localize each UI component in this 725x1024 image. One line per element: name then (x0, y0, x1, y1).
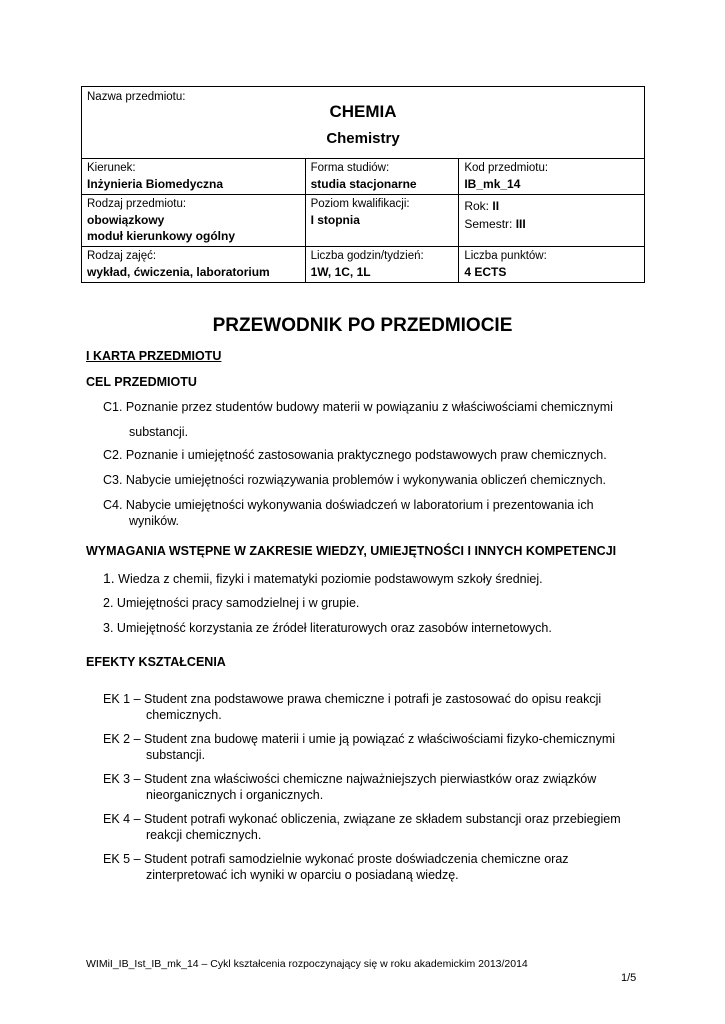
hours-per-week-cell (305, 247, 459, 283)
goal-c1-line1: C1. Poznanie przez studentów budowy materii w powiązaniu z właściwościami chemicznymi (103, 400, 613, 414)
prerequisite-2-text: Umiejętności pracy samodzielnej i w grupie. (116, 596, 360, 610)
qualification-level-value: I stopnia (310, 213, 360, 227)
class-type-label: Rodzaj zajęć: (87, 250, 157, 262)
outcome-ek1-line2: chemicznych. (146, 708, 222, 722)
year-value: II (492, 199, 500, 213)
guide-title: PRZEWODNIK PO PRZEDMIOCIE (212, 315, 513, 336)
goal-c4-line1: C4. Nabycie umiejętności wykonywania doświadczeń w laboratorium i prezentowania ich (103, 498, 594, 512)
outcome-ek4-line2: reakcji chemicznych. (146, 828, 262, 842)
subject-label: Nazwa przedmiotu: (87, 91, 186, 103)
ects-points-value: 4 ECTS (464, 265, 507, 279)
subject-type-value-2: moduł kierunkowy ogólny (87, 229, 236, 243)
study-form-value: studia stacjonarne (310, 177, 417, 191)
subject-code-value: IB_mk_14 (464, 177, 521, 191)
prerequisites-heading: WYMAGANIA WSTĘPNE W ZAKRESIE WIEDZY, UMIEJĘTNOŚCI I INNYCH KOMPETENCJI (86, 544, 617, 558)
hours-per-week-value: 1W, 1C, 1L (310, 265, 371, 279)
goal-c4-line2: wyników. (129, 514, 180, 528)
prerequisite-1 (103, 569, 543, 588)
subject-type-label: Rodzaj przedmiotu: (87, 198, 187, 210)
goal-c3: C3. Nabycie umiejętności rozwiązywania problemów i wykonywania obliczeń chemicznych. (103, 473, 606, 487)
qualification-level-label: Poziom kwalifikacji: (310, 198, 410, 210)
prerequisite-3 (103, 619, 552, 637)
prerequisite-2 (103, 594, 359, 612)
prerequisite-2-number: 2. (103, 596, 114, 610)
outcome-ek5-line1: EK 5 – Student potrafi samodzielnie wykonać proste doświadczenia chemiczne oraz (103, 852, 569, 866)
field-of-study-value: Inżynieria Biomedyczna (87, 177, 224, 191)
subject-code-cell (459, 159, 645, 195)
class-type-cell (82, 247, 306, 283)
prerequisite-1-text: Wiedza z chemii, fizyki i matematyki poziomie podstawowym szkoły średniej. (118, 572, 543, 586)
learning-outcomes-heading: EFEKTY KSZTAŁCENIA (86, 655, 226, 669)
prerequisite-3-text: Umiejętność korzystania ze źródeł literaturowych oraz zasobów internetowych. (116, 621, 552, 635)
semester-line (464, 214, 639, 232)
field-of-study-cell (82, 159, 306, 195)
outcome-ek2-line1: EK 2 – Student zna budowę materii i umie ją powiązać z właściwościami fizyko-chemicznymi (103, 732, 616, 746)
page-number: 1/5 (621, 972, 637, 984)
outcome-ek1-line1: EK 1 – Student zna podstawowe prawa chemiczne i potrafi je zastosować do opisu reakcji (103, 692, 602, 706)
goal-c2: C2. Poznanie i umiejętność zastosowania praktycznego podstawowych praw chemicznych. (103, 448, 607, 462)
subject-type-cell (82, 195, 306, 247)
outcome-ek5-line2: zinterpretować ich wyniki w oparciu o posiadaną wiedzę. (146, 868, 459, 882)
prerequisite-1-number: 1. (103, 570, 115, 586)
ects-points-cell (459, 247, 645, 283)
hours-per-week-label: Liczba godzin/tydzień: (310, 250, 424, 262)
outcome-ek4-line1: EK 4 – Student potrafi wykonać obliczenia, związane ze składem substancji oraz przebiegiem (103, 812, 621, 826)
outcome-ek3-line1: EK 3 – Student zna właściwości chemiczne najważniejszych pierwiastków oraz związków (103, 772, 597, 786)
year-line (464, 196, 639, 214)
page-footer: WIMiI_IB_Ist_IB_mk_14 – Cykl kształcenia rozpoczynający się w roku akademickim 2013/2014 (86, 958, 528, 970)
subject-name-pl: CHEMIA (329, 102, 397, 121)
subject-info-table (81, 86, 645, 283)
outcome-ek2-line2: substancji. (146, 748, 206, 762)
semester-label: Semestr: (464, 217, 516, 231)
subject-type-value: obowiązkowy (87, 213, 165, 227)
study-form-label: Forma studiów: (310, 162, 390, 174)
semester-value: III (515, 217, 526, 231)
course-card-heading: I KARTA PRZEDMIOTU (86, 349, 222, 363)
subject-code-label: Kod przedmiotu: (464, 162, 549, 174)
subject-title-cell (82, 87, 645, 159)
year-semester-cell (459, 195, 645, 247)
goal-c1-line2: substancji. (129, 425, 189, 439)
prerequisite-3-number: 3. (103, 621, 114, 635)
ects-points-label: Liczba punktów: (464, 250, 547, 262)
outcome-ek3-line2: nieorganicznych i organicznych. (146, 788, 324, 802)
course-goal-heading: CEL PRZEDMIOTU (86, 375, 197, 389)
subject-name-en: Chemistry (326, 130, 400, 147)
qualification-level-cell (305, 195, 459, 247)
study-form-cell (305, 159, 459, 195)
year-label: Rok: (464, 199, 493, 213)
class-type-value: wykład, ćwiczenia, laboratorium (87, 265, 270, 279)
field-of-study-label: Kierunek: (87, 162, 136, 174)
